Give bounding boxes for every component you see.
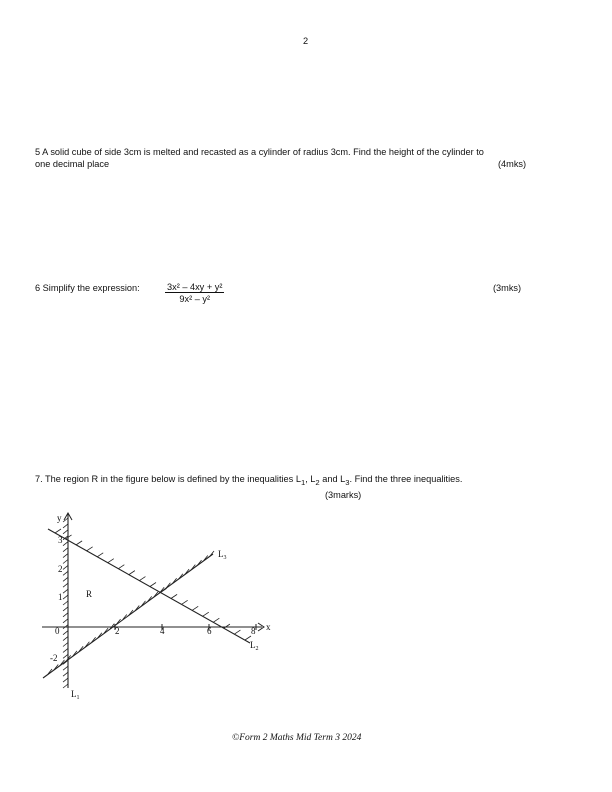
- q6-denominator: 9x² – y²: [179, 294, 211, 304]
- x-axis-label: x: [266, 622, 271, 632]
- hatch-mark: [63, 654, 68, 658]
- y-tick-3: 3: [58, 535, 63, 545]
- hatch-mark: [171, 594, 177, 598]
- q6-prompt: 6 Simplify the expression:: [35, 283, 140, 293]
- hatch-mark: [63, 684, 68, 688]
- hatch-mark: [213, 618, 219, 622]
- hatch-mark: [63, 518, 68, 522]
- line-L2: [48, 529, 250, 643]
- hatch-mark: [63, 589, 68, 593]
- origin-label: 0: [55, 626, 60, 636]
- q5-text-line1: 5 A solid cube of side 3cm is melted and recasted as a cylinder of radius 3cm. Find the height of the cylinder to: [35, 147, 484, 157]
- hatch-mark: [129, 571, 135, 575]
- hatch-mark: [63, 577, 68, 581]
- hatch-mark: [192, 606, 198, 610]
- hatch-mark: [63, 571, 68, 575]
- label-L3: $L_3$: [218, 549, 227, 561]
- hatch-mark: [118, 565, 124, 569]
- q7-text-b: . Find the three inequalities.: [349, 474, 463, 484]
- y-tick-2: 2: [58, 564, 63, 574]
- q7-sub1: 1: [300, 477, 306, 487]
- hatch-mark: [182, 600, 188, 604]
- label-L1: $L_1$: [71, 689, 80, 701]
- q6-numerator: 3x² – 4xy + y²: [167, 282, 223, 292]
- hatch-mark: [63, 648, 68, 652]
- hatch-mark: [97, 553, 103, 557]
- hatch-mark: [63, 560, 68, 564]
- page-number: 2: [303, 36, 309, 46]
- hatch-mark: [63, 524, 68, 528]
- hatch-mark: [63, 613, 68, 617]
- x-tick-6: 6: [207, 626, 212, 636]
- hatch-mark: [63, 619, 68, 623]
- hatch-mark: [63, 530, 68, 534]
- hatch-mark: [234, 630, 240, 634]
- x-tick-4: 4: [160, 626, 165, 636]
- hatch-mark: [203, 612, 209, 616]
- label-L2: $L_2$: [250, 640, 259, 652]
- hatch-mark: [108, 559, 114, 563]
- hatch-mark: [63, 554, 68, 558]
- hatch-mark: [63, 666, 68, 670]
- hatch-mark: [63, 678, 68, 682]
- hatch-mark: [139, 577, 145, 581]
- hatch-mark: [63, 565, 68, 569]
- hatch-mark: [55, 529, 61, 533]
- hatch-mark: [63, 643, 68, 647]
- q7-text-a: 7. The region R in the figure below is defined by the inequalities L: [35, 474, 301, 484]
- hatch-mark: [224, 624, 230, 628]
- hatch-mark: [63, 583, 68, 587]
- hatch-mark: [63, 601, 68, 605]
- hatch-mark: [87, 547, 93, 551]
- hatch-mark: [63, 607, 68, 611]
- y-axis-label: y: [57, 513, 62, 523]
- x-tick-2: 2: [115, 626, 120, 636]
- q7-marks: (3marks): [325, 490, 362, 500]
- hatch-mark: [63, 672, 68, 676]
- q5-marks: (4mks): [498, 159, 527, 169]
- q7-sub3: 3: [345, 477, 350, 487]
- x-tick-8: 8: [251, 626, 256, 636]
- hatch-mark: [63, 595, 68, 599]
- hatch-mark: [63, 637, 68, 641]
- footer: ©Form 2 Maths Mid Term 3 2024: [232, 733, 362, 743]
- hatch-mark: [63, 631, 68, 635]
- q7-sep1: , L: [305, 474, 316, 484]
- y-tick-minus2: -2: [50, 653, 58, 663]
- y-tick-1: 1: [58, 592, 63, 602]
- q7-sep2: and L: [319, 474, 346, 484]
- hatch-mark: [150, 583, 156, 587]
- q7-sub2: 2: [315, 477, 320, 487]
- region-label: R: [86, 589, 93, 599]
- q6-marks: (3mks): [493, 283, 522, 293]
- hatch-mark: [63, 548, 68, 552]
- hatch-mark: [63, 542, 68, 546]
- hatch-mark: [76, 541, 82, 545]
- q5-text-line2: one decimal place: [35, 159, 110, 169]
